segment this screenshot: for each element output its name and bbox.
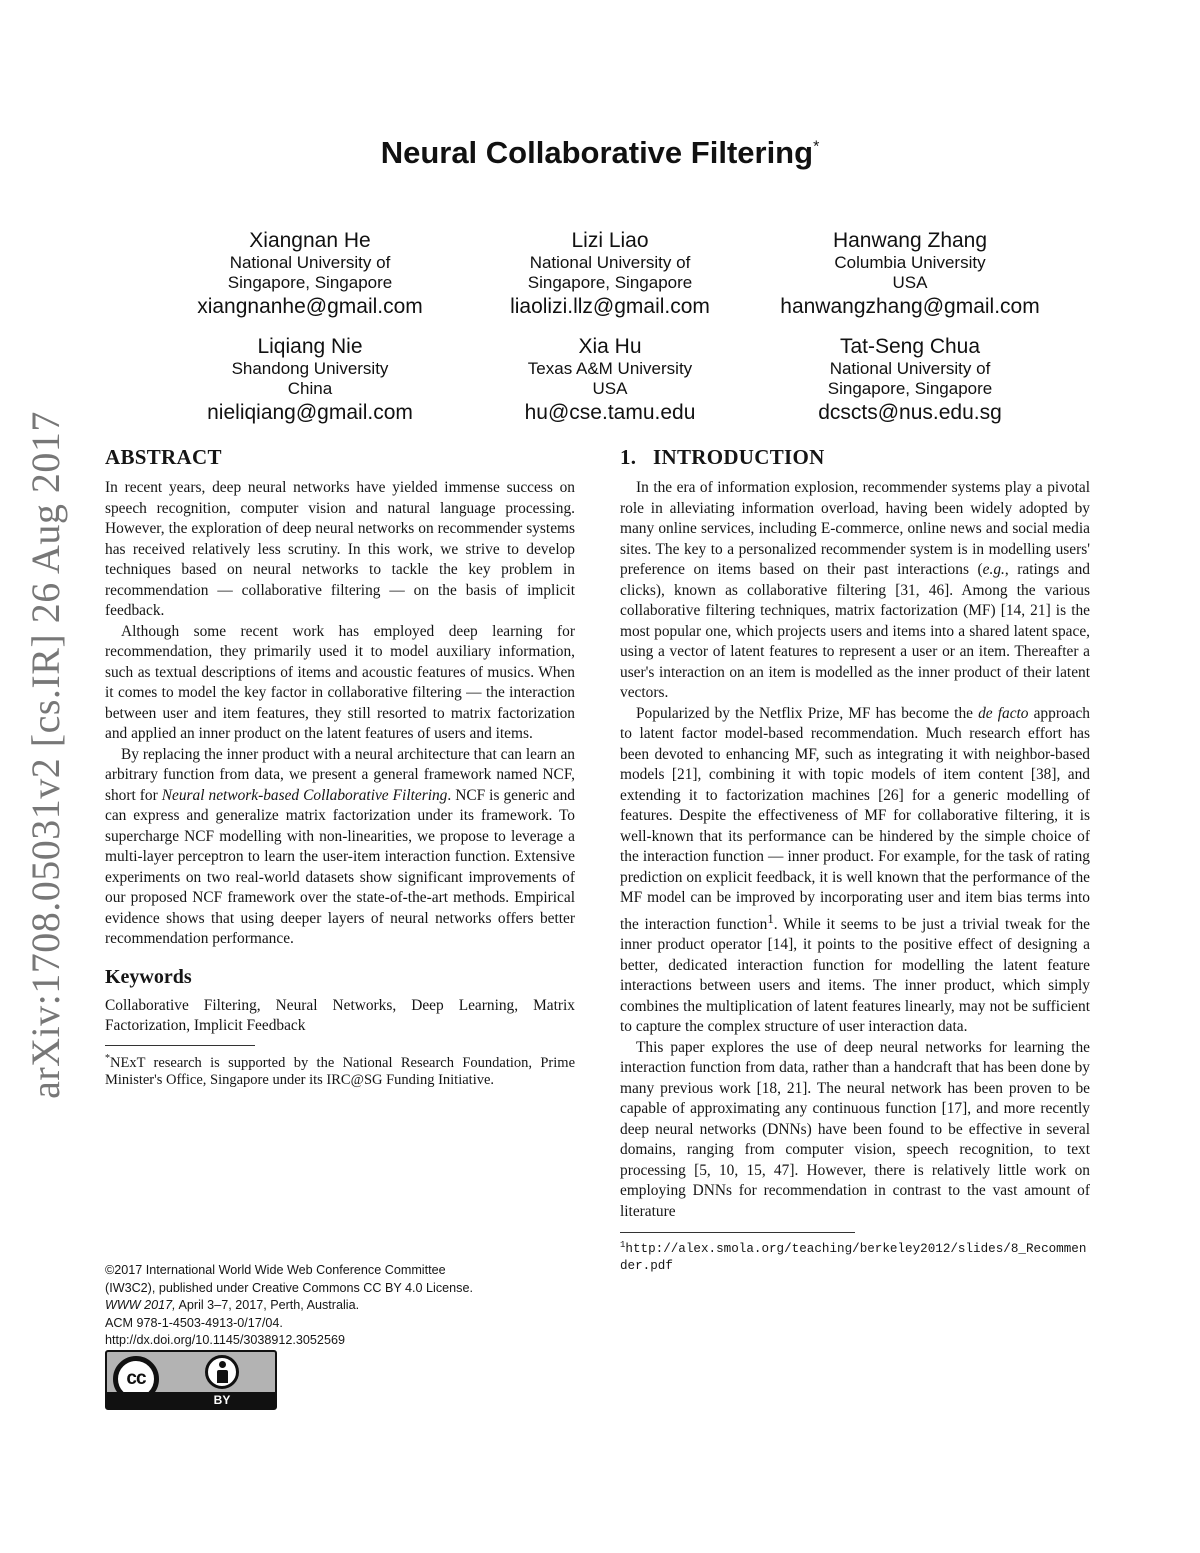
person-head	[219, 1361, 226, 1368]
introduction-heading: 1. INTRODUCTION	[620, 445, 825, 469]
author-affiliation: Singapore, Singapore	[527, 273, 693, 292]
author-affiliation: National University of	[829, 359, 991, 378]
author-block	[160, 228, 1060, 426]
footnote-reference[interactable]: 1	[767, 911, 774, 926]
conference-details: April 3–7, 2017, Perth, Australia.	[175, 1298, 360, 1312]
author-email: liaolizi.llz@gmail.com	[510, 295, 710, 318]
attribution-person-icon	[205, 1355, 239, 1389]
author-6	[760, 334, 1060, 426]
intro-text: . While it seems to be just a trivial tweak for the inner product operator [14], it points to the positive effect of designing a better, dedicated interaction function for modelling the latent feature interactions between users and items. The inner product, which simply combines the multiplication of latent features linearly, may not be sufficient to capture the complex structure of user interaction data.	[620, 915, 1090, 1036]
author-affiliation: USA	[592, 379, 628, 398]
person-body	[217, 1370, 228, 1383]
arxiv-identifier-stamp: arXiv:1708.05031v2 [cs.IR] 26 Aug 2017	[23, 411, 68, 1099]
paper-title-text: Neural Collaborative Filtering	[380, 135, 814, 170]
abstract-paragraph-3	[105, 745, 575, 950]
author-email: dcscts@nus.edu.sg	[818, 401, 1002, 424]
badge-bar	[107, 1392, 275, 1408]
author-affiliation: National University of	[229, 253, 391, 272]
intro-emphasis: de facto	[978, 704, 1029, 722]
footnote-url	[620, 1237, 1090, 1275]
author-email: hu@cse.tamu.edu	[524, 401, 696, 424]
keywords-text: Collaborative Filtering, Neural Networks, Deep Learning, Matrix Factorization, Implicit Feedback	[105, 996, 575, 1034]
author-4	[160, 334, 460, 426]
author-3	[760, 228, 1060, 320]
author-name: Tat-Seng Chua	[839, 335, 981, 358]
intro-text: In the era of information explosion, recommender systems play a pivotal role in alleviating information overload, having been widely adopted by many online services, including E-commerce, online news and social media sites. The key to a personalized recommender system is in modelling users' preference on items based on their past interactions (	[620, 479, 1090, 578]
copyright-line: ©2017 International World Wide Web Conference Committee	[105, 1263, 446, 1277]
footnote-funding	[105, 1050, 575, 1090]
author-affiliation: China	[287, 379, 333, 398]
creative-commons-by-badge	[105, 1350, 277, 1410]
introduction-paragraph-1	[620, 478, 1090, 704]
keywords-heading: Keywords	[105, 965, 192, 988]
cc-icon: cc	[113, 1356, 159, 1402]
copyright-line: ACM 978-1-4503-4913-0/17/04.	[105, 1315, 283, 1330]
title-footnote-mark: *	[813, 138, 820, 156]
abstract-heading: ABSTRACT	[105, 445, 222, 469]
left-column	[105, 444, 575, 1089]
intro-text: Popularized by the Netflix Prize, MF has become the	[636, 704, 979, 722]
author-affiliation: Columbia University	[834, 253, 986, 272]
author-affiliation: Singapore, Singapore	[227, 273, 393, 292]
author-email: xiangnanhe@gmail.com	[197, 295, 423, 318]
copyright-line	[105, 1297, 575, 1315]
abstract-text: . NCF is generic and can express and generalize matrix factorization under its framework. To supercharge NCF modelling with non-linearities, we propose to leverage a multi-layer perceptron to learn the user-item interaction function. Extensive experiments on two real-world datasets show significant improvements of our proposed NCF framework over the state-of-the-art methods. Empirical evidence shows that using deeper layers of neural networks offers better recommendation performance.	[105, 786, 575, 947]
footnote-link[interactable]: http://alex.smola.org/teaching/berkeley2012/slides/8_Recommender.pdf	[620, 1242, 1087, 1274]
author-1	[160, 228, 460, 320]
author-name: Lizi Liao	[571, 229, 649, 252]
author-email: nieliqiang@gmail.com	[207, 401, 413, 424]
author-affiliation: Shandong University	[231, 359, 389, 378]
author-affiliation: USA	[892, 273, 928, 292]
footnote-divider	[620, 1232, 855, 1233]
conference-name: WWW 2017,	[105, 1298, 176, 1312]
author-affiliation: Singapore, Singapore	[827, 379, 993, 398]
footnote-mark: *	[105, 1052, 110, 1064]
abstract-paragraph-2: Although some recent work has employed deep learning for recommendation, they primarily used it to model auxiliary information, such as textual descriptions of items and acoustic features of musics. When it comes to model the key factor in collaborative filtering — the interaction between user and item features, they still resorted to matrix factorization and applied an inner product on the latent features of users and items.	[105, 622, 575, 742]
author-name: Hanwang Zhang	[832, 229, 988, 252]
paper-title	[0, 135, 1200, 171]
footnote-divider	[105, 1045, 255, 1046]
author-affiliation: National University of	[529, 253, 691, 272]
author-2	[460, 228, 760, 320]
author-email: hanwangzhang@gmail.com	[780, 295, 1040, 318]
abstract-paragraph-1: In recent years, deep neural networks have yielded immense success on speech recognition, computer vision and natural language processing. However, the exploration of deep neural networks on recommender systems has received relatively less scrutiny. In this work, we strive to develop techniques based on neural networks to tackle the key problem in recommendation — collaborative filtering — on the basis of implicit feedback.	[105, 479, 575, 619]
footnote-mark: 1	[620, 1240, 626, 1251]
right-column	[620, 444, 1090, 1275]
intro-emphasis: e.g.	[982, 561, 1005, 578]
author-name: Liqiang Nie	[257, 335, 363, 358]
copyright-line: (IW3C2), published under Creative Commons CC BY 4.0 License.	[105, 1280, 473, 1295]
intro-text: approach to latent factor model-based recommendation. Much research effort has been devoted to enhancing MF, such as integrating it with neighbor-based models [21], combining it with topic models of item content [38], and extending it to factorization machines [26] for a generic modelling of features. Despite the effectiveness of MF for collaborative filtering, it is well-known that its performance can be hindered by the simple choice of the interaction function — inner product. For example, for the task of rating prediction on explicit feedback, it is well known that the performance of the MF model can be improved by incorporating user and item bias terms into the interaction function	[620, 704, 1090, 933]
by-label: BY	[213, 1393, 231, 1407]
author-name: Xia Hu	[578, 335, 642, 358]
abstract-emphasis: Neural network-based Collaborative Filtering	[161, 786, 448, 804]
abstract-text: By replacing the inner product with a neural architecture that can learn an arbitrary function from data, we present a general framework named NCF, short for	[105, 745, 575, 804]
intro-text: , ratings and clicks), known as collaborative filtering [31, 46]. Among the various collaborative filtering techniques, matrix factorization (MF) [14, 21] is the most popular one, which projects users and items into a shared latent space, using a vector of latent features to represent a user or an item. Thereafter a user's interaction on an item is modelled as the inner product of their latent vectors.	[620, 561, 1090, 701]
footnote-text: NExT research is supported by the National Research Foundation, Prime Minister's Office, Singapore under its IRC@SG Funding Initiative.	[105, 1054, 575, 1089]
doi-link[interactable]: http://dx.doi.org/10.1145/3038912.3052569	[105, 1333, 345, 1347]
author-5	[460, 334, 760, 426]
introduction-paragraph-2	[620, 704, 1090, 1038]
author-name: Xiangnan He	[249, 229, 371, 252]
copyright-notice	[105, 1262, 575, 1350]
author-affiliation: Texas A&M University	[527, 359, 693, 378]
introduction-paragraph-3: This paper explores the use of deep neural networks for learning the interaction function from data, rather than a handcraft that has been done by many previous work [18, 21]. The neural network has been proven to be capable of approximating any continuous function [17], and more recently deep neural networks (DNNs) have been found to be effective in several domains, ranging from computer vision, speech recognition, to text processing [5, 10, 15, 47]. However, there is relatively little work on employing DNNs for recommendation in contrast to the vast amount of literature	[620, 1038, 1090, 1220]
